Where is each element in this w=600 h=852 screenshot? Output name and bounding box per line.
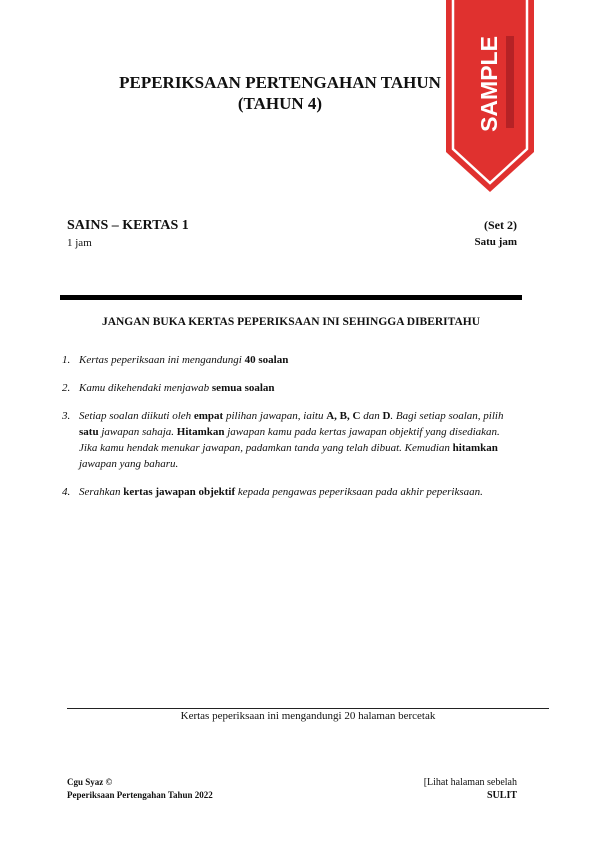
badge-stripe xyxy=(506,36,514,128)
warning-notice: JANGAN BUKA KERTAS PEPERIKSAAN INI SEHINGGA DIBERITAHU xyxy=(101,316,481,328)
instruction-text: jawapan sahaja. xyxy=(98,426,177,438)
instruction-item xyxy=(62,380,512,396)
exam-name: Peperiksaan Pertengahan Tahun 2022 xyxy=(67,790,213,800)
sample-badge xyxy=(446,0,534,192)
instruction-emphasis: satu xyxy=(79,426,99,438)
instruction-number: 1. xyxy=(62,354,71,366)
author-credit: Cgu Syaz © xyxy=(67,777,113,787)
instruction-text: . Bagi setiap soalan, pilih xyxy=(390,410,504,422)
footer-left xyxy=(67,776,213,802)
instruction-text: Kamu dikehendaki menjawab xyxy=(79,382,212,394)
set-label: (Set 2) xyxy=(484,218,517,232)
instruction-text: Setiap soalan diikuti oleh xyxy=(79,410,194,422)
instruction-emphasis: semua soalan xyxy=(211,382,275,394)
instruction-emphasis: 40 soalan xyxy=(244,354,289,366)
title-line-1: PEPERIKSAAN PERTENGAHAN TAHUN xyxy=(119,73,441,92)
instruction-item xyxy=(62,484,512,500)
classification-label: SULIT xyxy=(486,790,517,801)
title-line-2: (TAHUN 4) xyxy=(237,94,323,113)
instruction-text: jawapan yang baharu. xyxy=(79,458,179,470)
instruction-text: Kertas peperiksaan ini mengandungi xyxy=(79,354,245,366)
instruction-emphasis: empat xyxy=(193,410,224,422)
header-divider xyxy=(60,295,522,300)
badge-text: SAMPLE xyxy=(476,36,502,132)
instruction-text: dan xyxy=(360,410,383,422)
duration: 1 jam xyxy=(67,237,92,249)
footer-divider xyxy=(67,708,549,709)
instruction-text: Serahkan xyxy=(79,486,124,498)
page-title xyxy=(80,72,480,114)
instruction-emphasis: hitamkan xyxy=(452,442,498,454)
instruction-text: jawapan kamu pada kertas jawapan objektif yang disediakan. Jika kamu hendak menukar jawapan, padamkan tanda yang telah dibuat. Kemudian xyxy=(79,426,500,454)
see-next-page: [Lihat halaman sebelah xyxy=(423,777,517,788)
instruction-number: 2. xyxy=(62,382,71,394)
instruction-item xyxy=(62,408,512,472)
page-count-note: Kertas peperiksaan ini mengandungi 20 halaman bercetak xyxy=(180,710,436,722)
instruction-emphasis: Hitamkan xyxy=(176,426,225,438)
footer-right xyxy=(424,776,517,802)
instruction-number: 4. xyxy=(62,486,71,498)
instructions-list xyxy=(62,352,512,512)
instruction-emphasis: D xyxy=(382,410,391,422)
duration-words: Satu jam xyxy=(474,236,517,248)
subject-name: SAINS – KERTAS 1 xyxy=(67,218,189,233)
instruction-number: 3. xyxy=(62,410,71,422)
instruction-item xyxy=(62,352,512,368)
instruction-text: pilihan jawapan, iaitu xyxy=(223,410,327,422)
instruction-emphasis: kertas jawapan objektif xyxy=(123,486,236,498)
instruction-text: kepada pengawas peperiksaan pada akhir peperiksaan. xyxy=(235,486,483,498)
instruction-emphasis: A, B, C xyxy=(326,410,361,422)
